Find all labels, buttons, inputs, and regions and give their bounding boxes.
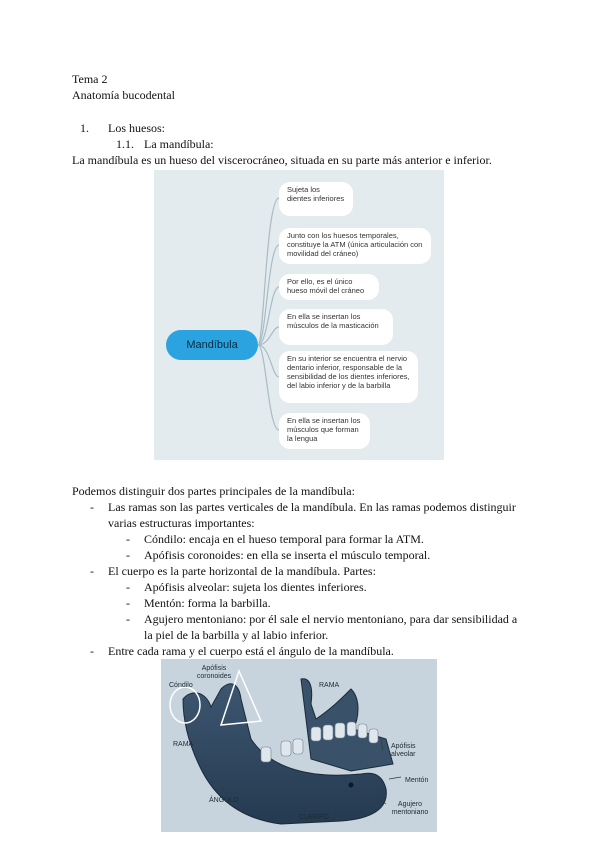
subsection-number: 1.1. (116, 137, 134, 151)
ramas-line2: varias estructuras importantes: (108, 516, 255, 530)
ramas-line1: Las ramas son las partes verticales de la mandíbula. En las ramas podemos distinguir (108, 500, 516, 514)
agujero-line1: Agujero mentoniano: por él sale el nervio mentoniano, para dar sensibilidad a (144, 612, 518, 626)
cuerpo-line: El cuerpo es la parte horizontal de la mandíbula. Partes: (108, 564, 376, 578)
section-number: 1. (80, 121, 89, 135)
parts-intro: Podemos distinguir dos partes principales de la mandíbula: (72, 484, 355, 498)
mindmap-node-masticacion: En ella se insertan los músculos de la masticación (279, 309, 393, 345)
mandible-photo (161, 659, 437, 832)
mindmap-figure (154, 170, 444, 460)
tema-label: Tema 2 (72, 72, 108, 86)
photo-label-angulo: ÁNGULO (209, 797, 239, 804)
angulo-line: Entre cada rama y el cuerpo está el ángulo de la mandíbula. (108, 644, 394, 658)
photo-label-rama-left: RAMA (173, 741, 194, 748)
photo-label-cuerpo: CUERPO (299, 814, 329, 821)
menton-item: Mentón: forma la barbilla. (144, 596, 271, 610)
photo-label-agujero: Agujero mentoniano (391, 801, 429, 816)
mindmap-node-atm: Junto con los huesos temporales, constituye la ATM (única articulación con movilidad del cráneo) (279, 228, 431, 264)
photo-label-condilo: Cóndilo (169, 682, 193, 689)
alveolar-item: Apófisis alveolar: sujeta los dientes inferiores. (144, 580, 367, 594)
bullet-dash: - (90, 564, 94, 578)
bullet-dash: - (126, 580, 130, 594)
subject-title: Anatomía bucodental (72, 88, 175, 102)
photo-label-menton: Mentón (405, 777, 429, 784)
photo-label-alveolar: Apófisis alveolar (391, 743, 416, 758)
mindmap-node-nervio: En su interior se encuentra el nervio dentario inferior, responsable de la sensibilidad de los dientes inferiores, del labio inferior y de la barbilla (279, 351, 418, 403)
bullet-dash: - (90, 500, 94, 514)
bullet-dash: - (126, 532, 130, 546)
photo-label-rama-right: RAMA (319, 682, 340, 689)
photo-label-coronoides: Apófisis coronoides (196, 665, 232, 680)
mindmap-node-sujeta: Sujeta los dientes inferiores (279, 182, 353, 216)
intro-paragraph: La mandíbula es un hueso del viscerocráneo, situada en su parte más anterior e inferior. (72, 153, 492, 167)
agujero-line2: la piel de la barbilla y al labio inferior. (144, 628, 329, 642)
bullet-dash: - (90, 644, 94, 658)
section-title: Los huesos: (108, 121, 165, 135)
bullet-dash: - (126, 612, 130, 626)
condilo-item: Cóndilo: encaja en el hueso temporal para formar la ATM. (144, 532, 424, 546)
bullet-dash: - (126, 548, 130, 562)
bullet-dash: - (126, 596, 130, 610)
mindmap-central-node: Mandíbula (166, 330, 258, 360)
subsection-title: La mandíbula: (144, 137, 214, 151)
coronoides-item: Apófisis coronoides: en ella se inserta el músculo temporal. (144, 548, 431, 562)
mindmap-node-lengua: En ella se insertan los músculos que forman la lengua (279, 413, 370, 449)
mindmap-node-unico-movil: Por ello, es el único hueso móvil del cráneo (279, 274, 379, 300)
